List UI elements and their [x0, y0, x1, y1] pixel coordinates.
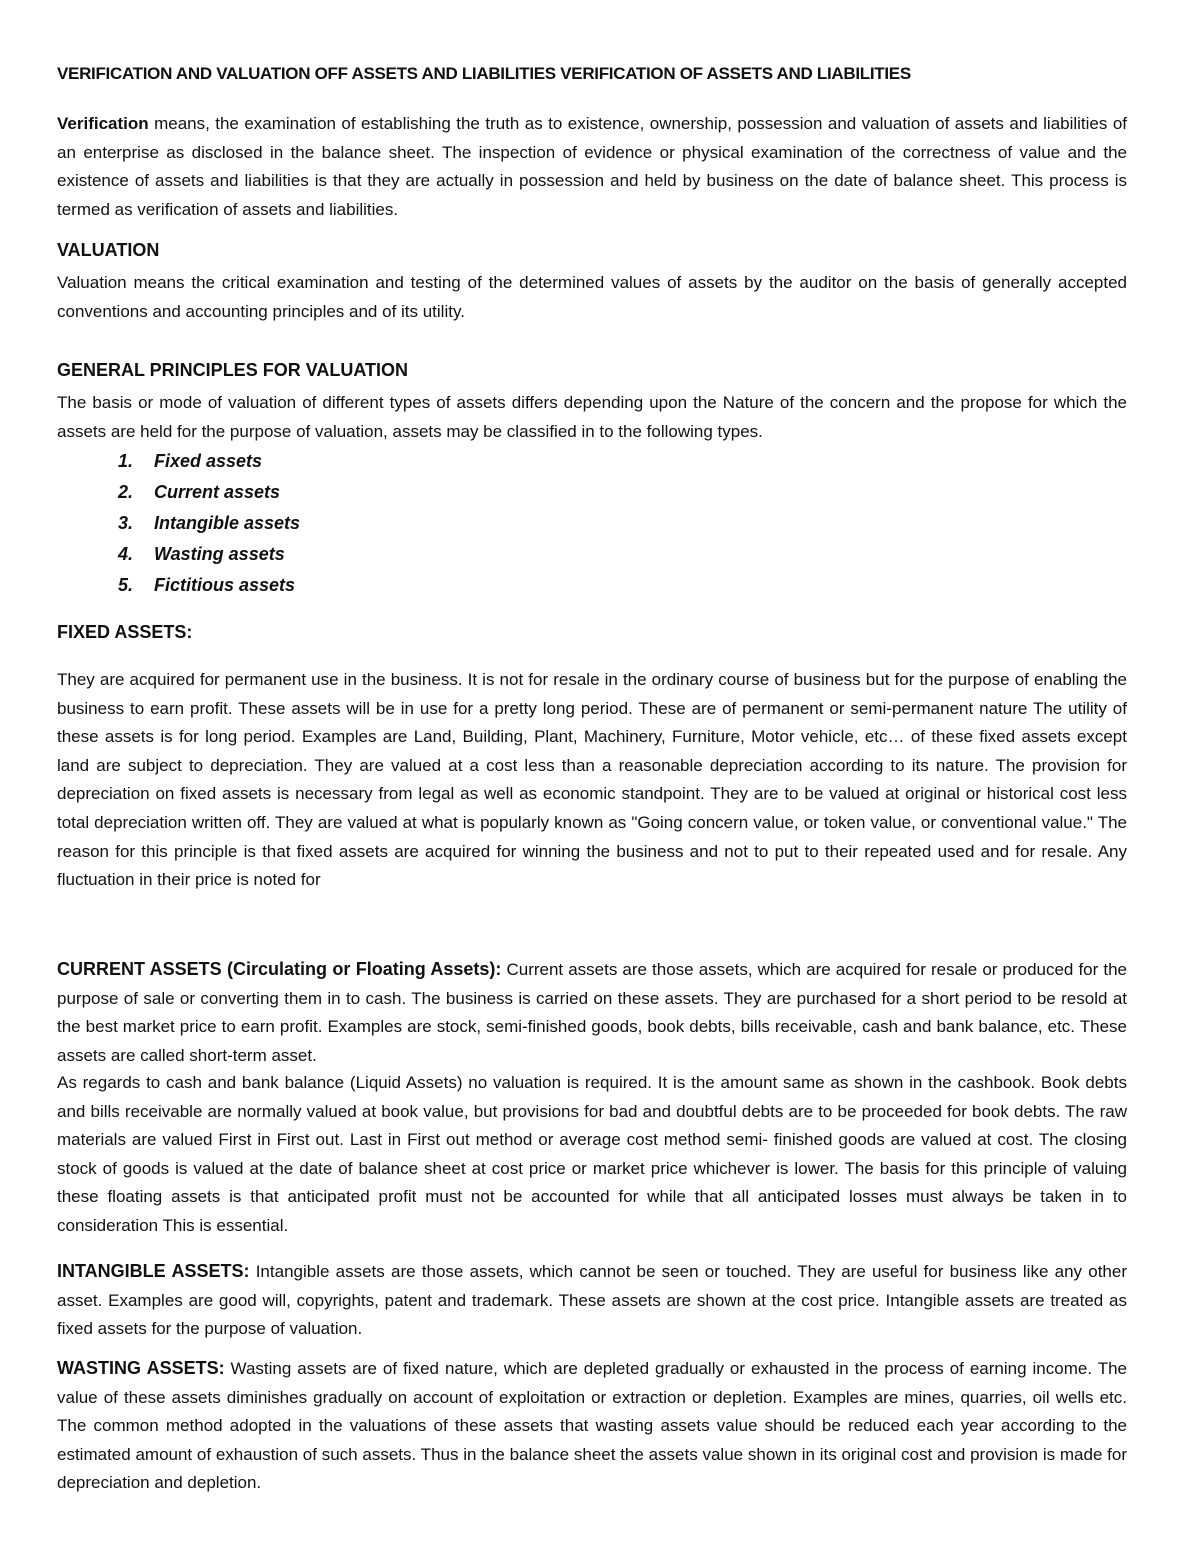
fixed-assets-heading: FIXED ASSETS:	[57, 622, 193, 642]
verification-term: Verification	[57, 114, 149, 133]
general-principles-heading: GENERAL PRINCIPLES FOR VALUATION	[57, 360, 409, 380]
asset-types-list	[118, 446, 300, 601]
list-item: 3. Intangible assets	[118, 513, 301, 533]
list-item: 5. Fictitious assets	[118, 575, 296, 595]
list-item: 4. Wasting assets	[118, 544, 285, 564]
wasting-assets-heading: WASTING ASSETS:	[57, 1358, 225, 1378]
intangible-assets-heading: INTANGIBLE ASSETS:	[57, 1261, 250, 1281]
document-title: VERIFICATION AND VALUATION OFF ASSETS AND LIABILITIES VERIFICATION OF ASSETS AND LIABILITIES	[57, 64, 911, 83]
current-assets-paragraph: CURRENT ASSETS (Circulating or Floating Assets): Current assets are those assets, which are acquired for resale or produced for the purpose of sale or converting them in to cash. The business is carried on these assets. They are purchased for a short period to be resold at the best market price to earn profit. Examples are stock, semi-finished goods, book debts, bills receivable, cash and bank balance, etc. These assets are called short-term asset.	[57, 959, 1127, 1065]
valuation-paragraph: Valuation means the critical examination and testing of the determined values of assets by the auditor on the basis of generally accepted conventions and accounting principles and of its utility.	[57, 273, 1127, 321]
general-principles-paragraph: The basis or mode of valuation of different types of assets differs depending upon the Nature of the concern and the propose for which the assets are held for the purpose of valuation, assets may be classified in to the following types.	[57, 393, 1127, 441]
fixed-assets-paragraph: They are acquired for permanent use in the business. It is not for resale in the ordinary course of business but for the purpose of enabling the business to earn profit. These assets will be in use for a pretty long period. These are of permanent or semi-permanent nature The utility of these assets is for long period. Examples are Land, Building, Plant, Machinery, Furniture, Motor vehicle, etc… of these fixed assets except land are subject to depreciation. They are valued at a cost less than a reasonable depreciation according to its nature. The provision for depreciation on fixed assets is necessary from legal as well as economic standpoint. They are to be valued at original or historical cost less total depreciation written off. They are valued at what is popularly known as "Going concern value, or token value, or conventional value." The reason for this principle is that fixed assets are acquired for winning the business and not to put to their repeated used and for resale. Any fluctuation in their price is noted for	[57, 670, 1127, 890]
verification-text: means, the examination of establishing the truth as to existence, ownership, possession and valuation of assets and liabilities of an enterprise as disclosed in the balance sheet. The inspection of evidence or physical examination of the correctness of value and the existence of assets and liabilities is that they are actually in possession and held by business on the date of balance sheet. This process is termed as verification of assets and liabilities.	[57, 114, 1127, 219]
list-item: 1. Fixed assets	[118, 451, 263, 471]
verification-paragraph	[57, 110, 1127, 224]
valuation-heading: VALUATION	[57, 240, 160, 260]
list-item: 2. Current assets	[118, 482, 281, 502]
wasting-assets-paragraph: WASTING ASSETS: Wasting assets are of fixed nature, which are depleted gradually or exhausted in the process of earning income. The value of these assets diminishes gradually on account of exploitation or extraction or depletion. Examples are mines, quarries, oil wells etc. The common method adopted in the valuations of these assets that wasting assets value should be reduced each year according to the estimated amount of exhaustion of such assets. Thus in the balance sheet the assets value shown in its original cost and provision is made for depreciation and depletion.	[57, 1358, 1128, 1493]
current-assets-paragraph-2: As regards to cash and bank balance (Liquid Assets) no valuation is required. It is the amount same as shown in the cashbook. Book debts and bills receivable are normally valued at book value, but provisions for bad and doubtful debts are to be proceeded for book debts. The raw materials are valued First in First out. Last in First out method or average cost method semi- finished goods are valued at cost. The closing stock of goods is valued at the date of balance sheet at cost price or market price whichever is lower. The basis for this principle of valuing these floating assets is that anticipated profit must not be accounted for while that all anticipated losses must always be taken in to consideration This is essential.	[57, 1073, 1127, 1235]
current-assets-heading: CURRENT ASSETS (Circulating or Floating Assets):	[57, 959, 502, 979]
intangible-assets-paragraph: INTANGIBLE ASSETS: Intangible assets are those assets, which cannot be seen or touched. They are useful for business like any other asset. Examples are good will, copyrights, patent and trademark. These assets are shown at the cost price. Intangible assets are treated as fixed assets for the purpose of valuation.	[57, 1261, 1127, 1339]
